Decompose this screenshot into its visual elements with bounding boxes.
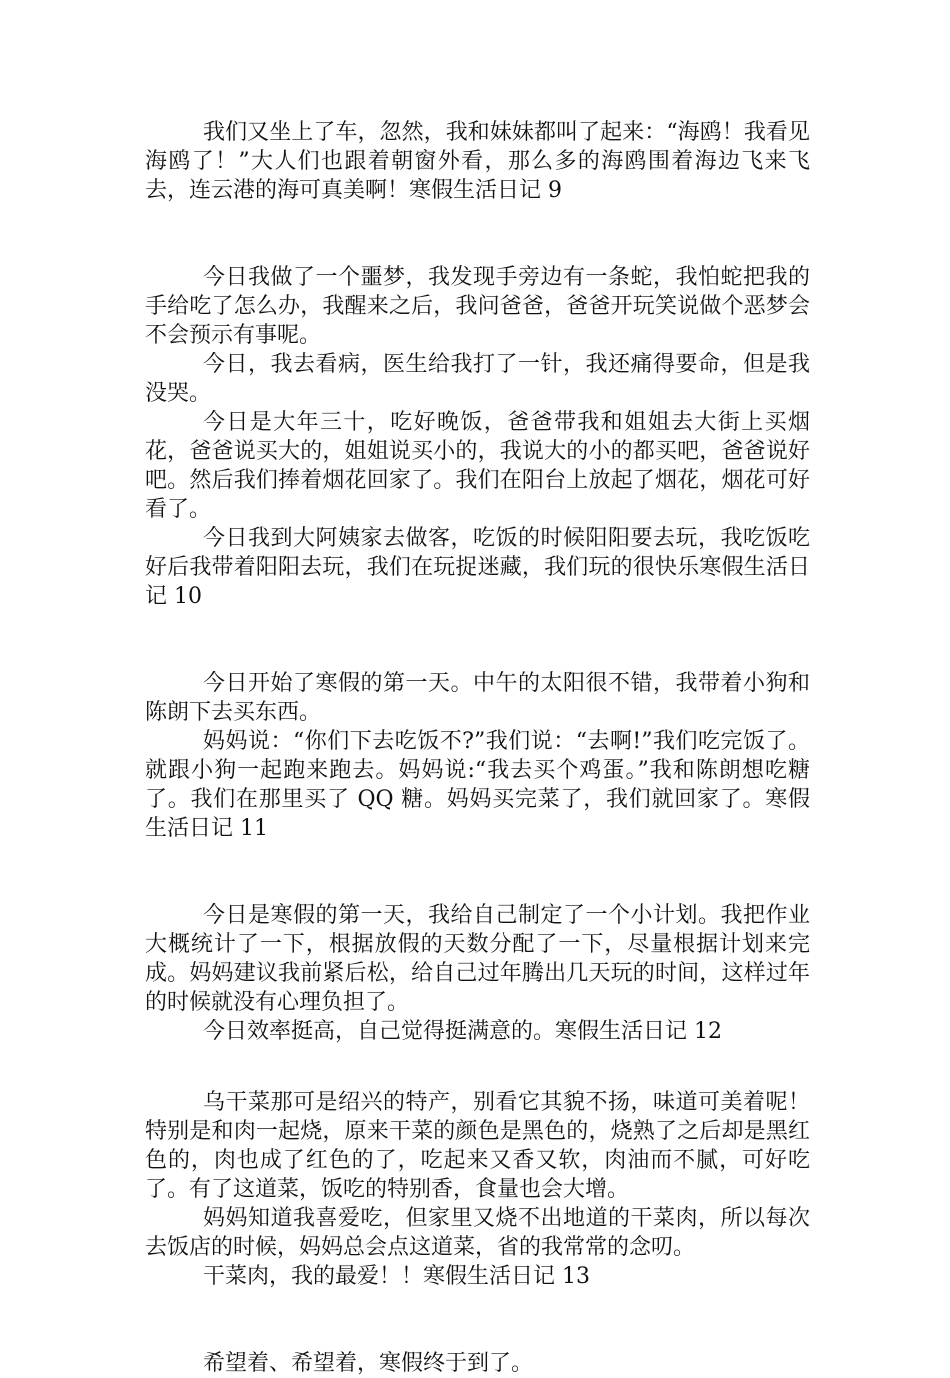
paragraph-efficiency: 今日效率挺高，自己觉得挺满意的。寒假生活日记 12 bbox=[203, 1019, 722, 1044]
paragraph-mom-eating: 妈妈说：“你们下去吃饭不?”我们说：“去啊!”我们吃完饭了。就跟小狗一起跑来跑去。妈妈说:“我去买个鸡蛋。”我和陈朗想吃糖了。我们在那里买了 QQ 糖。妈妈买完菜了，我们就回家了。寒假生活日记 11 bbox=[145, 729, 810, 841]
paragraph-restaurant: 妈妈知道我喜爱吃，但家里又烧不出地道的干菜肉，所以每次去饭店的时候，妈妈总会点这道菜，省的我常常的念叨。 bbox=[145, 1206, 810, 1260]
section-gap bbox=[145, 611, 810, 669]
paragraph-nightmare: 今日我做了一个噩梦，我发现手旁边有一条蛇，我怕蛇把我的手给吃了怎么办，我醒来之后，我问爸爸，爸爸开玩笑说做个恶梦会不会预示有事呢。 bbox=[145, 265, 810, 348]
paragraph-favorite: 干菜肉，我的最爱！！寒假生活日记 13 bbox=[203, 1264, 590, 1289]
section-gap bbox=[145, 843, 810, 901]
paragraph-dried-vegetable: 乌干菜那可是绍兴的特产，别看它其貌不扬，味道可美着呢！特别是和肉一起烧，原来干菜的颜色是黑色的，烧熟了之后却是黑红色的，肉也成了红色的了，吃起来又香又软，肉油而不腻，可好吃了。有了这道菜，饭吃的特别香，食量也会大增。 bbox=[145, 1090, 810, 1202]
paragraph-hoping: 希望着、希望着，寒假终于到了。 bbox=[203, 1351, 534, 1376]
section-gap bbox=[145, 1046, 810, 1088]
paragraph-plan: 今日是寒假的第一天，我给自己制定了一个小计划。我把作业大概统计了一下，根据放假的天数分配了一下，尽量根据计划来完成。妈妈建议我前紧后松，给自己过年腾出几天玩的时间，这样过年的时候就没有心理负担了。 bbox=[145, 903, 810, 1015]
document-body bbox=[145, 118, 810, 1378]
paragraph-fireworks: 今日是大年三十，吃好晚饭，爸爸带我和姐姐去大街上买烟花，爸爸说买大的，姐姐说买小的，我说大的小的都买吧，爸爸说好吧。然后我们捧着烟花回家了。我们在阳台上放起了烟花，烟花可好看了。 bbox=[145, 410, 810, 522]
paragraph-doctor: 今日，我去看病，医生给我打了一针，我还痛得要命，但是我没哭。 bbox=[145, 352, 810, 406]
paragraph-aunt-visit: 今日我到大阿姨家去做客，吃饭的时候阳阳要去玩，我吃饭吃好后我带着阳阳去玩，我们在玩捉迷藏，我们玩的很快乐寒假生活日记 10 bbox=[145, 526, 810, 609]
paragraph-seagulls: 我们又坐上了车，忽然，我和妹妹都叫了起来：“海鸥！我看见海鸥了！”大人们也跟着朝窗外看，那么多的海鸥围着海边飞来飞去，连云港的海可真美啊！寒假生活日记 9 bbox=[145, 120, 810, 203]
section-gap bbox=[145, 1291, 810, 1349]
section-gap bbox=[145, 205, 810, 263]
paragraph-first-day-shopping: 今日开始了寒假的第一天。中午的太阳很不错，我带着小狗和陈朗下去买东西。 bbox=[145, 671, 810, 725]
